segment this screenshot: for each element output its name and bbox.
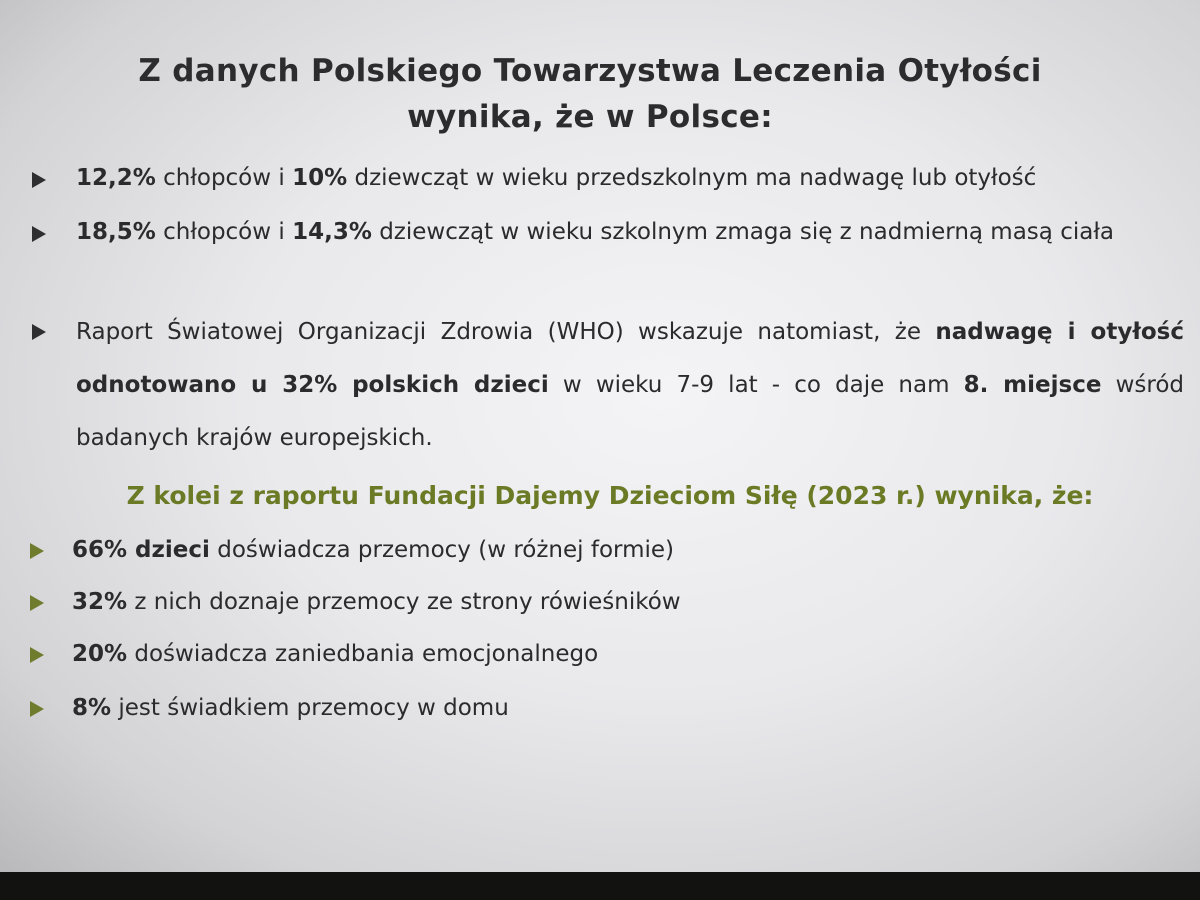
slide-title [60,48,1120,140]
bold-value: 66% dzieci [72,537,210,563]
list-item-text [72,532,1130,568]
bold-value: nadwagę i otyłość odnotowano u 32% polskich dzieci [76,319,1184,398]
list-item-text [76,214,1182,250]
bullet-triangle-icon [30,543,44,559]
section-subtitle: Z kolei z raportu Fundacji Dajemy Dzieciom Siłę (2023 r.) wynika, że: [126,481,1094,510]
text-fragment: w wieku 7-9 lat - co daje nam [548,372,964,398]
list-item-text [72,636,1130,672]
bold-value: 32% [72,589,128,615]
list-item-text [72,584,1130,620]
text-fragment: wśród badanych krajów europejskich. [76,372,1184,451]
text-fragment: doświadcza przemocy (w różnej formie) [209,537,674,563]
list-item-who-report [32,306,1184,465]
monitor-bezel [0,872,1200,900]
list-item-peer-violence [30,584,1130,620]
text-fragment: z nich doznaje przemocy ze strony rówieśników [127,589,681,615]
bullet-triangle-icon [32,226,46,242]
text-fragment: chłopców i [155,219,293,245]
list-item-preschool [32,160,1192,196]
list-item-text [72,690,1130,726]
bullet-triangle-icon [32,172,46,188]
bold-value: 12,2% [76,165,156,191]
bullet-triangle-icon [30,595,44,611]
text-fragment: dziewcząt w wieku przedszkolnym ma nadwagę lub otyłość [347,165,1037,191]
list-item-text [76,160,1192,196]
title-line-2: wynika, że w Polsce: [407,99,773,135]
bold-value: 8. miejsce [963,372,1102,398]
title-line-1: Z danych Polskiego Towarzystwa Leczenia Otyłości [138,53,1042,89]
list-item-witness [30,690,1130,726]
list-item-violence [30,532,1130,568]
bold-value: 10% [292,165,348,191]
bold-value: 14,3% [292,219,372,245]
list-item-text [76,306,1184,465]
list-item-neglect [30,636,1130,672]
list-item-school [32,214,1182,250]
text-fragment: doświadcza zaniedbania emocjonalnego [127,641,599,667]
text-fragment: Raport Światowej Organizacji Zdrowia (WHO) wskazuje natomiast, że [76,319,936,345]
text-fragment: dziewcząt w wieku szkolnym zmaga się z nadmierną masą ciała [371,219,1114,245]
bullet-triangle-icon [30,647,44,663]
bullet-triangle-icon [32,324,46,340]
text-fragment: jest świadkiem przemocy w domu [111,695,509,721]
text-fragment: chłopców i [155,165,293,191]
bold-value: 8% [72,695,112,721]
bullet-triangle-icon [30,701,44,717]
bold-value: 20% [72,641,128,667]
bold-value: 18,5% [76,219,156,245]
